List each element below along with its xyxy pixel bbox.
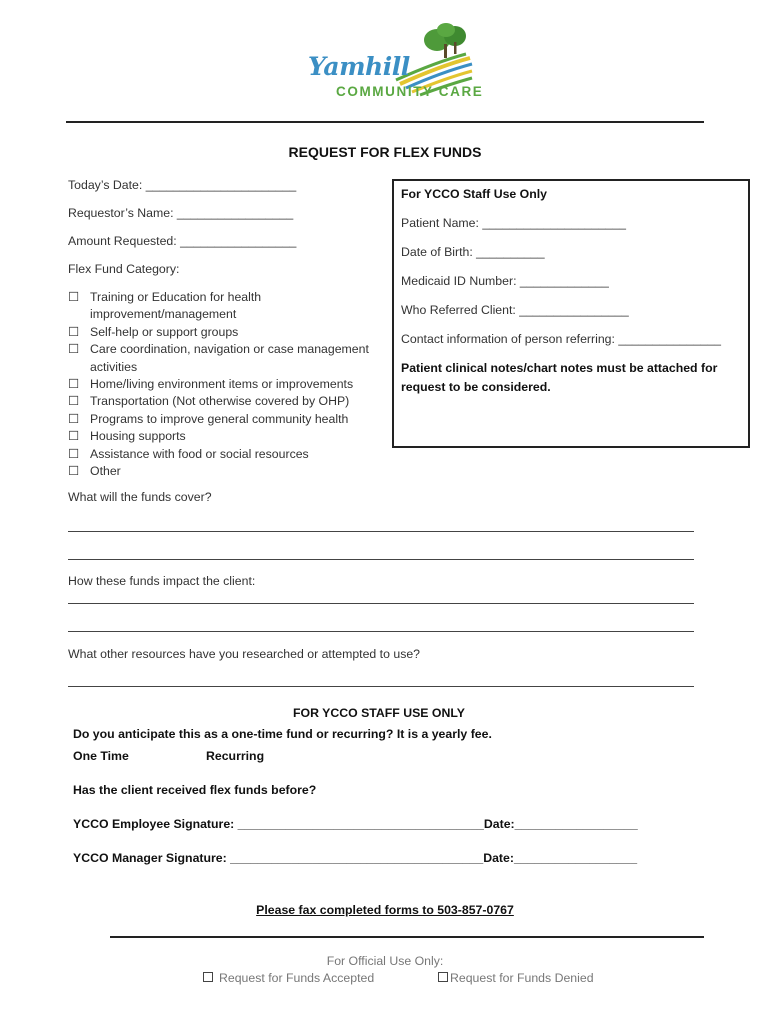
checkbox-icon[interactable]: ☐ — [68, 411, 80, 426]
category-label: Transportation (Not otherwise covered by OHP) — [90, 394, 350, 409]
date-of-birth-field[interactable]: Date of Birth: __________ — [401, 245, 545, 259]
funds-accepted-option[interactable] — [203, 971, 374, 985]
category-label: activities — [90, 359, 138, 374]
category-label: Other — [90, 464, 121, 479]
category-item[interactable] — [68, 411, 388, 428]
logo-wordmark: Yamhill — [308, 52, 410, 81]
employee-signature-field[interactable]: YCCO Employee Signature: ____________________________________Date:__________________ — [73, 817, 638, 831]
category-label: Care coordination, navigation or case management — [90, 342, 369, 357]
medicaid-id-field[interactable]: Medicaid ID Number: _____________ — [401, 274, 609, 288]
checkbox-icon[interactable]: ☐ — [68, 377, 80, 392]
anticipate-question: Do you anticipate this as a one-time fund or recurring? It is a yearly fee. — [73, 727, 492, 741]
checkbox-icon[interactable]: ☐ — [68, 464, 80, 479]
received-before-question: Has the client received flex funds before? — [73, 783, 317, 797]
logo-subtitle: COMMUNITY CARE — [336, 84, 484, 99]
manager-signature-field[interactable]: YCCO Manager Signature: _____________________________________Date:__________________ — [73, 851, 638, 865]
answer-line[interactable] — [68, 631, 694, 632]
category-item[interactable] — [68, 289, 388, 324]
category-item[interactable] — [68, 393, 388, 410]
answer-line[interactable] — [68, 603, 694, 604]
category-item[interactable] — [68, 341, 388, 376]
header-divider — [66, 121, 704, 123]
answer-line[interactable] — [68, 531, 694, 532]
category-checklist — [68, 289, 388, 480]
funds-denied-label: Request for Funds Denied — [450, 971, 594, 985]
staff-section-heading: FOR YCCO STAFF USE ONLY — [293, 706, 465, 720]
checkbox-icon[interactable]: ☐ — [68, 342, 80, 357]
other-resources-question: What other resources have you researched or attempted to use? — [68, 647, 421, 661]
official-use-heading: For Official Use Only: — [326, 954, 444, 968]
category-label: Housing supports — [90, 429, 186, 444]
category-item[interactable] — [68, 324, 388, 341]
patient-name-field[interactable]: Patient Name: _____________________ — [401, 216, 626, 230]
checkbox-icon[interactable]: ☐ — [68, 429, 80, 444]
category-label: Programs to improve general community health — [90, 411, 349, 426]
clinical-notes-note: Patient clinical notes/chart notes must be attached for — [401, 361, 718, 375]
category-label: Training or Education for health — [90, 290, 262, 304]
answer-line[interactable] — [68, 686, 694, 687]
referrer-contact-field[interactable]: Contact information of person referring: _______________ — [401, 332, 721, 346]
recurring-option[interactable]: Recurring — [206, 749, 265, 763]
footer-divider — [110, 936, 704, 938]
answer-line[interactable] — [68, 559, 694, 560]
funds-cover-question: What will the funds cover? — [68, 490, 212, 504]
referred-by-field[interactable]: Who Referred Client: ________________ — [401, 303, 629, 317]
checkbox-icon[interactable]: ☐ — [68, 290, 80, 304]
tree-icon — [424, 23, 466, 58]
flex-fund-category-label: Flex Fund Category: — [68, 262, 180, 276]
category-label: Assistance with food or social resources — [90, 446, 309, 461]
category-label: Home/living environment items or improvements — [90, 377, 354, 392]
fax-instruction: Please fax completed forms to 503-857-0767 — [256, 903, 514, 917]
checkbox-icon[interactable] — [438, 972, 448, 982]
checkbox-icon[interactable]: ☐ — [68, 324, 80, 339]
form-title: REQUEST FOR FLEX FUNDS — [288, 144, 482, 160]
category-label: Self-help or support groups — [90, 324, 239, 339]
requestor-name-field[interactable]: Requestor’s Name: _________________ — [68, 206, 294, 220]
staff-box-heading: For YCCO Staff Use Only — [401, 187, 547, 201]
checkbox-icon[interactable]: ☐ — [68, 446, 80, 461]
todays-date-field[interactable]: Today’s Date: ______________________ — [68, 178, 297, 192]
checkbox-icon[interactable]: ☐ — [68, 394, 80, 409]
checkbox-icon[interactable] — [203, 972, 213, 982]
amount-requested-field[interactable]: Amount Requested: _________________ — [68, 234, 297, 248]
category-item[interactable] — [68, 428, 388, 445]
category-item[interactable] — [68, 446, 388, 463]
funds-denied-option[interactable] — [438, 971, 594, 985]
funds-impact-question: How these funds impact the client: — [68, 574, 256, 588]
category-label: improvement/management — [90, 307, 237, 322]
clinical-notes-note-cont: request to be considered. — [401, 380, 551, 394]
category-item[interactable] — [68, 376, 388, 393]
funds-accepted-label: Request for Funds Accepted — [219, 971, 375, 985]
category-item[interactable] — [68, 463, 388, 480]
one-time-option[interactable]: One Time — [73, 749, 129, 763]
